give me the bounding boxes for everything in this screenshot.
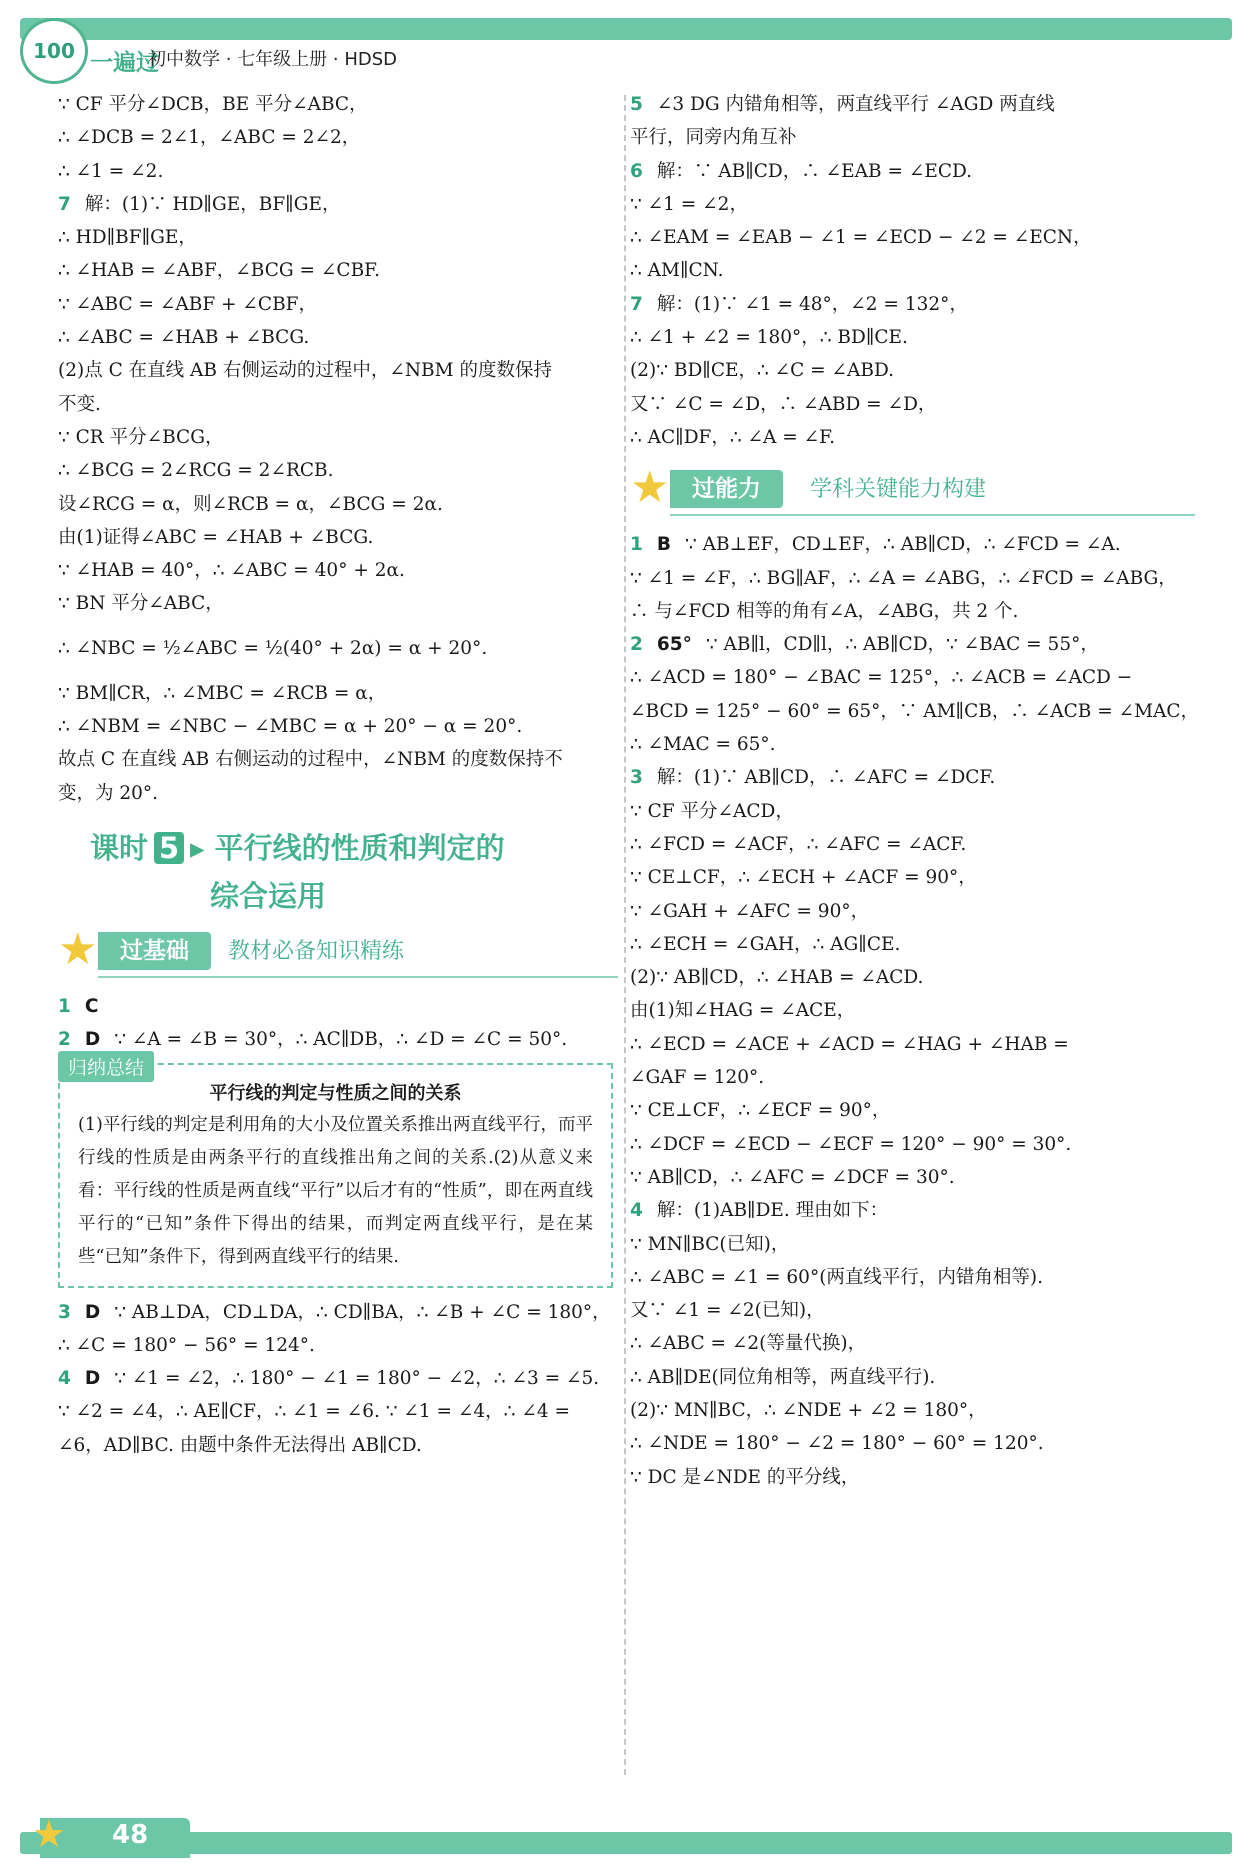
text-line: 又∵ ∠C = ∠D，∴ ∠ABD = ∠D， <box>630 393 937 415</box>
question-number: 5 <box>630 94 643 115</box>
banner-subtitle: 学科关键能力构建 <box>810 477 987 503</box>
text-line: ∵ BN 平分∠ABC， <box>58 593 224 615</box>
book-title: 初中数学 · 七年级上册 · HDSD <box>148 49 398 70</box>
text-line: ∴ 与∠FCD 相等的角有∠A，∠ABG，共 2 个. <box>630 600 1019 622</box>
text-line: ∴ ∠DCF = ∠ECD − ∠ECF = 120° − 90° = 30°. <box>630 1133 1072 1155</box>
page-number: 48 <box>112 1820 149 1850</box>
question-number: 1 <box>58 995 71 1017</box>
page-header <box>20 18 1232 76</box>
arrow-icon: ▸ <box>190 830 215 865</box>
text-line: 不变. <box>58 393 101 415</box>
answer-4 <box>58 1362 618 1395</box>
question-number: 7 <box>630 293 643 315</box>
star-mascot-icon: ★ <box>630 462 670 514</box>
lesson-number: 5 <box>154 832 184 864</box>
left-column <box>58 88 618 1462</box>
answer-text: ∠3 DG 内错角相等，两直线平行 ∠AGD 两直线 <box>656 94 1055 115</box>
text-line: ∴ ∠EAM = ∠EAB − ∠1 = ∠ECD − ∠2 = ∠ECN， <box>630 227 1092 249</box>
section-banner-ability <box>630 462 1195 518</box>
answer-text: 解：∵ AB∥CD，∴ ∠EAB = ∠ECD. <box>656 160 973 182</box>
text-line: 又∵ ∠1 = ∠2(已知)， <box>630 1300 825 1322</box>
question-number: 2 <box>630 634 643 656</box>
text-line: ∴ ∠1 + ∠2 = 180°，∴ BD∥CE. <box>630 327 908 349</box>
column-divider <box>624 95 626 1775</box>
text-line: ∴ ∠ECH = ∠GAH，∴ AG∥CE. <box>630 933 901 955</box>
question-number: 4 <box>630 1200 643 1222</box>
text-line: ∠6，AD∥BC. 由题中条件无法得出 AB∥CD. <box>58 1434 422 1456</box>
answer-text: 解：(1)∵ HD∥GE，BF∥GE， <box>84 193 341 215</box>
summary-title: 平行线的判定与性质之间的关系 <box>209 1082 462 1104</box>
lesson-title-line1 <box>90 826 505 867</box>
brand-name: 一遍过 <box>90 50 159 76</box>
answer-b3 <box>630 761 1195 794</box>
text-line: ∵ AB∥CD，∴ ∠AFC = ∠DCF = 30°. <box>630 1166 955 1188</box>
text-line: ∵ CF 平分∠DCB，BE 平分∠ABC， <box>58 94 368 115</box>
text-line: ∴ AB∥DE(同位角相等，两直线平行). <box>630 1366 936 1388</box>
answer-text: ∵ ∠1 = ∠2，∴ 180° − ∠1 = 180° − ∠2，∴ ∠3 = ∠5. <box>114 1368 600 1390</box>
answer-choice: C <box>84 995 99 1017</box>
text-line: ∴ HD∥BF∥GE， <box>58 227 197 249</box>
question-number: 3 <box>58 1301 71 1323</box>
text-line: 平行，同旁内角互补 <box>630 127 797 149</box>
text-line: ∴ ∠HAB = ∠ABF，∠BCG = ∠CBF. <box>58 260 381 282</box>
summary-tag: 归纳总结 <box>58 1051 154 1082</box>
summary-box <box>58 1056 613 1288</box>
banner-rule <box>98 976 618 978</box>
answer-value: 65° <box>656 634 692 656</box>
formula-line: ∴ ∠NBC = ½∠ABC = ½(40° + 2α) = α + 20°. <box>58 637 488 659</box>
banner-subtitle: 教材必备知识精练 <box>228 938 405 964</box>
answer-text: ∵ AB∥l，CD∥l，∴ AB∥CD，∵ ∠BAC = 55°， <box>705 634 1099 656</box>
text-line: ∴ ∠NDE = 180° − ∠2 = 180° − 60° = 120°. <box>630 1433 1044 1455</box>
text-line: ∵ ∠1 = ∠F，∴ BG∥AF，∴ ∠A = ∠ABG，∴ ∠FCD = ∠ABG， <box>630 567 1177 589</box>
right-column <box>630 88 1200 1494</box>
book-logo <box>20 18 88 84</box>
text-line: ∵ BM∥CR，∴ ∠MBC = ∠RCB = α， <box>58 682 387 704</box>
text-line: ∴ ∠C = 180° − 56° = 124°. <box>58 1334 315 1356</box>
answer-choice: D <box>84 1029 101 1051</box>
text-line: ∴ AM∥CN. <box>630 260 724 282</box>
lesson-title: 平行线的性质和判定的 <box>214 830 505 865</box>
text-line: ∠GAF = 120°. <box>630 1067 765 1089</box>
answer-text: 解：(1)AB∥DE. 理由如下： <box>656 1200 889 1222</box>
text-line: ∴ ∠MAC = 65°. <box>630 734 776 756</box>
text-line: ∵ ∠ABC = ∠ABF + ∠CBF， <box>58 293 318 315</box>
text-line: (2)∵ BD∥CE，∴ ∠C = ∠ABD. <box>630 360 895 382</box>
star-mascot-icon: ★ <box>32 1812 67 1856</box>
answer-6 <box>630 155 1195 188</box>
summary-body: (1)平行线的判定是利用角的大小及位置关系推出两直线平行，而平行线的性质是由两条平行的直线推出角之间的关系.(2)从意义来看：平行线的性质是两直线“平行”以后才有的“性质”，即在两直线平行的“已知”条件下得出的结果，而判定两直线平行，是在某些“已知”条件下，得到两直线平行的结果. <box>78 1114 593 1267</box>
banner-label: 过基础 <box>98 932 211 970</box>
text-line: (2)∵ MN∥BC，∴ ∠NDE + ∠2 = 180°， <box>630 1399 987 1421</box>
text-line: 设∠RCG = α，则∠RCB = α，∠BCG = 2α. <box>58 493 443 515</box>
text-line: ∴ ∠BCG = 2∠RCG = 2∠RCB. <box>58 460 334 482</box>
text-line: ∴ ∠1 = ∠2. <box>58 160 164 182</box>
answer-text: ∵ AB⊥EF，CD⊥EF，∴ AB∥CD，∴ ∠FCD = ∠A. <box>684 534 1121 556</box>
answer-text: ∵ ∠A = ∠B = 30°，∴ AC∥DB，∴ ∠D = ∠C = 50°. <box>114 1029 568 1051</box>
text-line: ∵ ∠HAB = 40°，∴ ∠ABC = 40° + 2α. <box>58 560 405 582</box>
text-line: ∴ ∠ABC = ∠HAB + ∠BCG. <box>58 327 310 349</box>
banner-rule <box>670 514 1195 516</box>
text-line: 由(1)证得∠ABC = ∠HAB + ∠BCG. <box>58 526 374 548</box>
text-line: ∴ ∠ECD = ∠ACE + ∠ACD = ∠HAG + ∠HAB = <box>630 1033 1069 1055</box>
text-line: ∴ ∠NBM = ∠NBC − ∠MBC = α + 20° − α = 20°. <box>58 716 523 738</box>
text-line: ∵ CF 平分∠ACD， <box>630 800 794 822</box>
answer-b1 <box>630 528 1195 561</box>
text-line: ∵ CE⊥CF，∴ ∠ECF = 90°， <box>630 1100 891 1122</box>
text-line: ∴ ∠ACD = 180° − ∠BAC = 125°，∴ ∠ACB = ∠ACD − <box>630 667 1133 689</box>
answer-3 <box>58 1296 618 1329</box>
banner-label: 过能力 <box>670 470 783 508</box>
text-line: ∴ AC∥DF，∴ ∠A = ∠F. <box>630 426 835 448</box>
answer-text: 解：(1)∵ AB∥CD，∴ ∠AFC = ∠DCF. <box>656 767 996 789</box>
lesson-heading <box>58 816 618 924</box>
text-line: (2)点 C 在直线 AB 右侧运动的过程中，∠NBM 的度数保持 <box>58 360 552 382</box>
answer-b2 <box>630 628 1195 661</box>
answer-choice: D <box>84 1368 101 1390</box>
text-line: ∴ ∠ABC = ∠2(等量代换)， <box>630 1333 867 1355</box>
text-line: ∴ ∠DCB = 2∠1，∠ABC = 2∠2， <box>58 127 361 149</box>
logo-text: 100 <box>33 39 75 63</box>
text-line: ∵ CR 平分∠BCG， <box>58 426 224 448</box>
lesson-title-line2: 综合运用 <box>210 878 327 913</box>
section-banner-basic <box>58 924 618 980</box>
question-number: 2 <box>58 1029 71 1051</box>
text-line: 变，为 20°. <box>58 782 159 804</box>
footer-band <box>20 1832 1232 1854</box>
answer-7 <box>58 188 618 221</box>
header-band <box>20 18 1232 40</box>
text-line: ∴ ∠ABC = ∠1 = 60°(两直线平行，内错角相等). <box>630 1266 1044 1288</box>
question-number: 6 <box>630 160 643 182</box>
answer-5 <box>630 88 1195 121</box>
answer-1 <box>58 990 618 1023</box>
text-line: ∠BCD = 125° − 60° = 65°，∵ AM∥CB，∴ ∠ACB = ∠MAC， <box>630 700 1200 722</box>
answer-7 <box>630 288 1195 321</box>
answer-text: 解：(1)∵ ∠1 = 48°，∠2 = 132°， <box>656 293 968 315</box>
answer-choice: B <box>656 534 671 556</box>
question-number: 3 <box>630 767 643 789</box>
text-line: ∵ DC 是∠NDE 的平分线， <box>630 1466 860 1488</box>
text-line: (2)∵ AB∥CD，∴ ∠HAB = ∠ACD. <box>630 967 924 989</box>
lesson-prefix: 课时 <box>90 830 149 865</box>
text-line: 由(1)知∠HAG = ∠ACE， <box>630 1000 856 1022</box>
question-number: 4 <box>58 1368 71 1390</box>
text-line: ∵ ∠2 = ∠4，∴ AE∥CF，∴ ∠1 = ∠6. ∵ ∠1 = ∠4，∴ ∠4 = <box>58 1401 570 1423</box>
question-number: 1 <box>630 534 643 556</box>
answer-b4 <box>630 1194 1195 1227</box>
text-line: 故点 C 在直线 AB 右侧运动的过程中，∠NBM 的度数保持不 <box>58 749 563 771</box>
text-line: ∵ ∠1 = ∠2， <box>630 193 748 215</box>
text-line: ∵ CE⊥CF，∴ ∠ECH + ∠ACF = 90°， <box>630 867 977 889</box>
text-line: ∴ ∠FCD = ∠ACF，∴ ∠AFC = ∠ACF. <box>630 833 967 855</box>
star-mascot-icon: ★ <box>58 923 98 975</box>
text-line: ∵ ∠GAH + ∠AFC = 90°， <box>630 900 870 922</box>
answer-choice: D <box>84 1301 101 1323</box>
question-number: 7 <box>58 193 71 215</box>
answer-text: ∵ AB⊥DA，CD⊥DA，∴ CD∥BA，∴ ∠B + ∠C = 180°， <box>114 1301 611 1323</box>
page-footer <box>20 1812 1232 1856</box>
text-line: ∵ MN∥BC(已知)， <box>630 1233 790 1255</box>
